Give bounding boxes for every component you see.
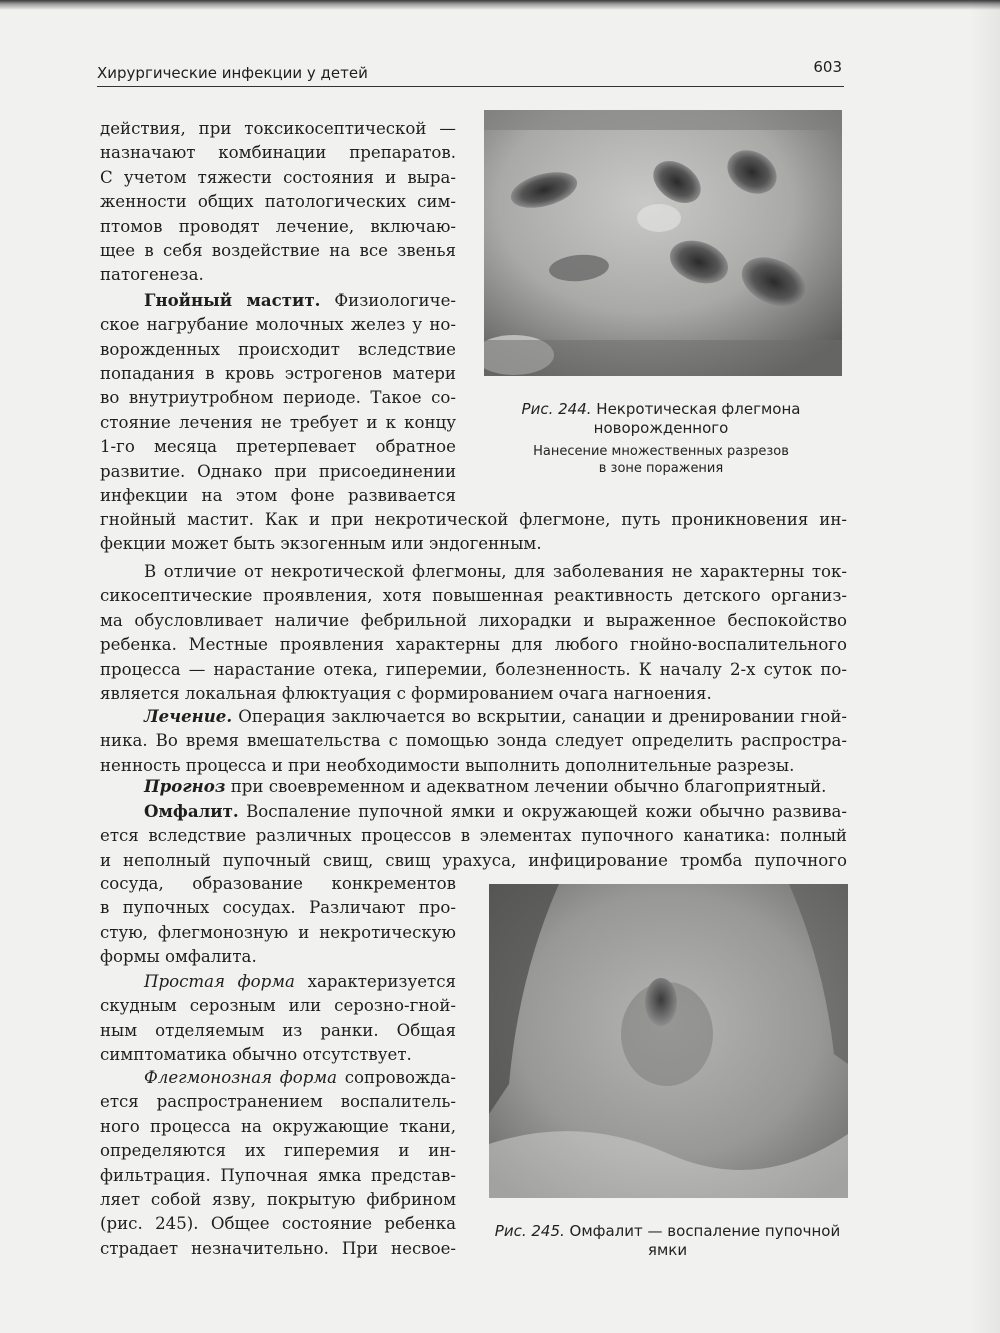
treatment-heading: Лечение.: [144, 706, 233, 726]
mastitis-heading: Гнойный мастит.: [144, 289, 321, 310]
caption-note: в зоне поражения: [598, 461, 724, 476]
caption-title: ямки: [647, 1241, 688, 1259]
paragraph-mastitis-symptoms: [100, 560, 847, 706]
running-title: Хирургические инфекции у детей: [97, 64, 368, 82]
text-line: фекции может быть экзогенным или эндогенным.: [100, 534, 542, 554]
text-line: ское нагрубание молочных желез у но-: [100, 315, 456, 335]
text-line: страдает незначительно. При несвое-: [100, 1238, 456, 1258]
paragraph-therapy: [100, 117, 456, 509]
paragraph-omphalitis: [100, 799, 847, 873]
text-line: сосуда, образование конкрементов: [100, 874, 456, 893]
text-line: ма обусловливает наличие фебрильной лихорадки и выраженное беспокойство: [100, 610, 847, 630]
text-line: патогенеза.: [100, 265, 204, 285]
text-line: инфекции на этом фоне развивается: [100, 486, 456, 506]
text-line: птомов проводят лечение, включаю-: [100, 216, 456, 236]
text-line: стую, флегмонозную и некротическую: [100, 922, 456, 942]
treatment-first-line: Лечение. Операция заключается во вскрытии, санации и дренировании гной-: [144, 706, 848, 726]
text-line: ребенка. Местные проявления характерны для любого гнойно-воспалительного: [100, 635, 847, 655]
text-line: ляет собой язву, покрытую фибрином: [100, 1190, 456, 1210]
page-number: 603: [813, 58, 842, 76]
text-line: ным отделяемым из ранки. Общая: [100, 1020, 456, 1040]
omphalitis-first-line: Омфалит. Воспаление пупочной ямки и окружающей кожи обычно развива-: [144, 801, 847, 821]
text-line: гнойный мастит. Как и при некротической флегмоне, путь проникновения ин-: [100, 510, 847, 529]
text-line: фильтрация. Пупочная ямка представ-: [100, 1165, 456, 1185]
text-line: ненность процесса и при необходимости выполнить дополнительные разрезы.: [100, 755, 795, 775]
text-line: (рис. 245). Общее состояние ребенка: [100, 1214, 456, 1234]
text-line: в пупочных сосудах. Различают про-: [100, 898, 456, 918]
figure-label: Рис. 244.: [521, 400, 592, 418]
text-line: сикосептические проявления, хотя повышенная реактивность детского организ-: [100, 586, 847, 606]
text-line: ника. Во время вмешательства с помощью зонда следует определить распростра-: [100, 731, 847, 751]
scan-edge: [0, 0, 1000, 10]
figure-244-photo: [484, 110, 842, 376]
omphalitis-photo: [489, 884, 848, 1198]
text-line: определяются их гиперемия и ин-: [100, 1141, 456, 1161]
prognosis-line: Прогноз при своевременном и адекватном лечении обычно благоприятный.: [144, 776, 827, 796]
text-line: ется вследствие различных процессов в элементах пупочного канатика: полный: [100, 826, 847, 846]
figure-245-photo: [489, 884, 848, 1198]
caption-title: Рис. 244. Некротическая флегмона: [521, 400, 801, 418]
text-line: скудным серозным или серозно-гной-: [100, 996, 456, 1016]
text-line: 1-го месяца претерпевает обратное: [100, 437, 456, 457]
text-line: процесса — нарастание отека, гиперемии, болезненность. К началу 2-х суток по-: [100, 659, 847, 679]
prognosis-heading: Прогноз: [144, 776, 226, 796]
paragraph-simple-form: [100, 970, 456, 1068]
text-line: развитие. Однако при присоединении: [100, 461, 456, 481]
text-line: В отличие от некротической флегмоны, для заболевания не характерны ток-: [144, 562, 847, 581]
text-line: ется распространением воспалитель-: [100, 1092, 456, 1112]
text-line: женности общих патологических сим-: [100, 192, 456, 212]
simple-form-first-line: Простая форма характеризуется: [144, 972, 456, 991]
running-header: [97, 58, 844, 87]
text-line: формы омфалита.: [100, 947, 257, 967]
necrotic-phlegmon-photo: [484, 110, 842, 376]
paragraph-treatment: [100, 704, 847, 778]
text-line: является локальная флюктуация с формированием очага нагноения.: [100, 684, 712, 704]
mastitis-first-line: Гнойный мастит. Физиологиче-: [144, 289, 457, 310]
text-line: ного процесса на окружающие ткани,: [100, 1116, 456, 1136]
page-shadow: [970, 0, 1000, 1333]
paragraph-phlegmon-form: [100, 1066, 456, 1261]
text-line: щее в себя воздействие на все звенья: [100, 241, 456, 261]
phlegmon-form-first-line: Флегмонозная форма сопровожда-: [144, 1068, 456, 1087]
caption-title: новорожденного: [593, 419, 729, 437]
paragraph-omphalitis-forms: [100, 872, 456, 970]
paragraph-prognosis: [100, 774, 847, 799]
figure-label: Рис. 245.: [494, 1222, 565, 1240]
text-line: действия, при токсикосептической —: [100, 119, 456, 138]
caption-title: Рис. 245. Омфалит — воспаление пупочной: [494, 1222, 841, 1240]
text-line: попадания в кровь эстрогенов матери: [100, 364, 456, 384]
figure-245-caption: [480, 1222, 855, 1260]
omphalitis-heading: Омфалит.: [144, 801, 239, 821]
text-line: С учетом тяжести состояния и выра-: [100, 167, 456, 187]
text-line: ворожденных происходит вследствие: [100, 339, 456, 359]
phlegmon-form-term: Флегмонозная форма: [144, 1068, 338, 1087]
caption-note: Нанесение множественных разрезов: [533, 444, 789, 459]
paragraph-mastitis-cont: [100, 508, 847, 557]
text-line: назначают комбинации препаратов.: [100, 143, 456, 163]
text-line: симптоматика обычно отсутствует.: [100, 1045, 412, 1065]
figure-244-caption: [476, 400, 846, 477]
text-line: во внутриутробном периоде. Такое со-: [100, 388, 456, 408]
text-line: и неполный пупочный свищ, свищ урахуса, инфицирование тромба пупочного: [100, 850, 847, 870]
simple-form-term: Простая форма: [144, 972, 295, 991]
text-line: стояние лечения не требует и к концу: [100, 412, 456, 432]
